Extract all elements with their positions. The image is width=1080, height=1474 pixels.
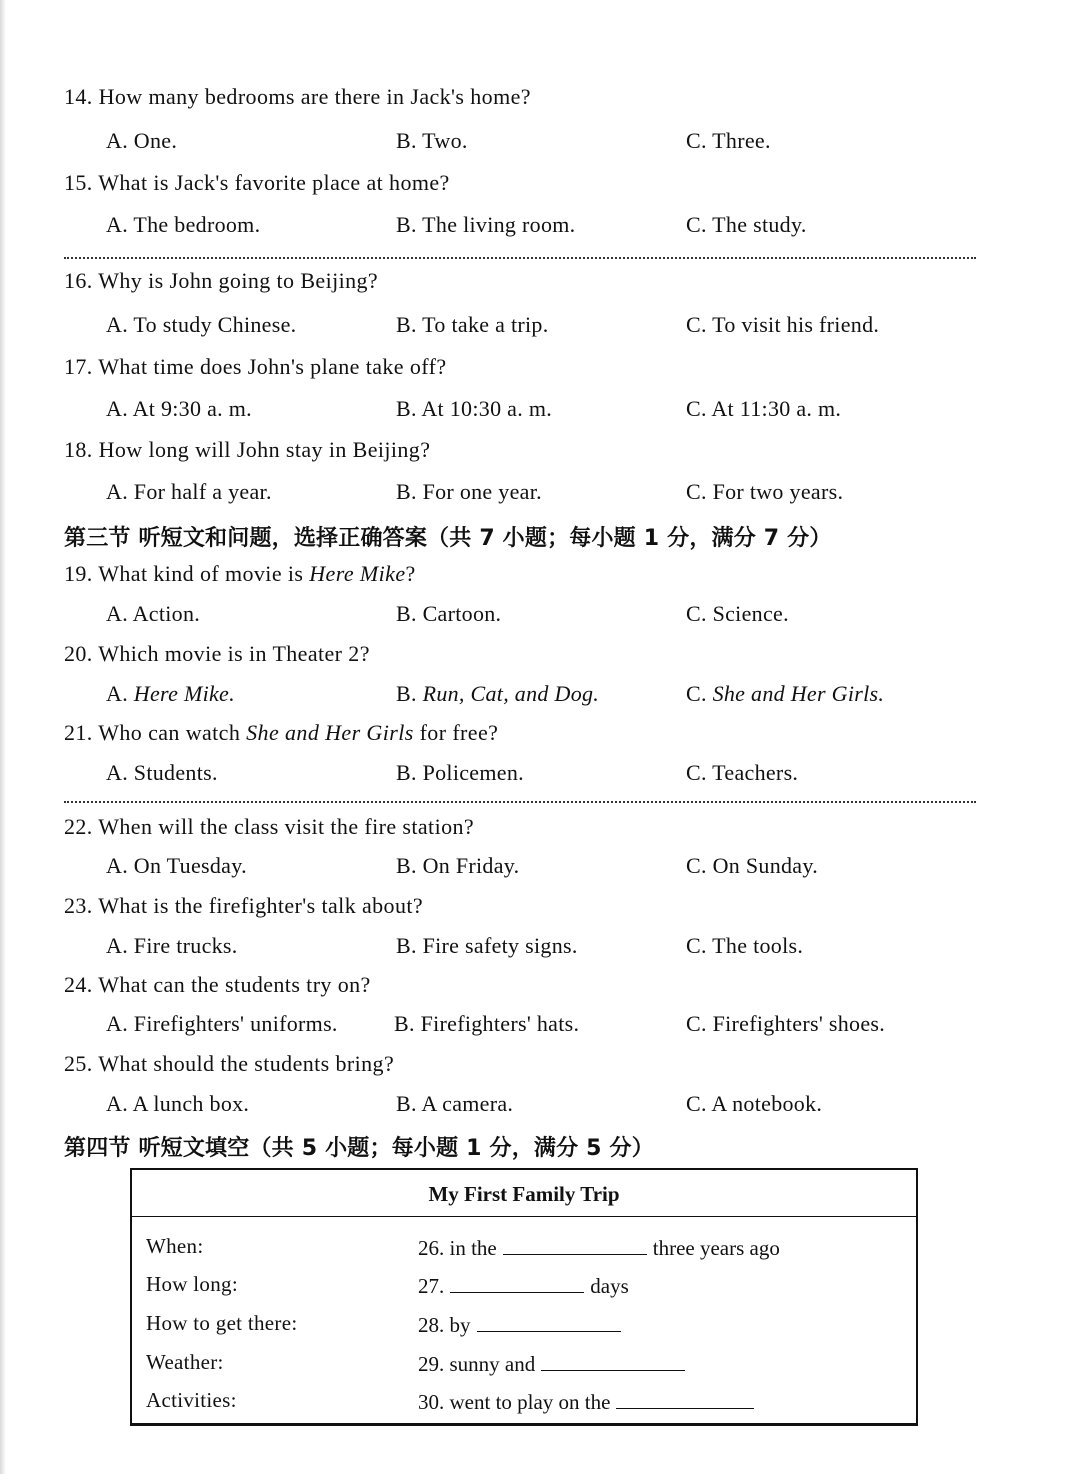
question-stem: What is Jack's favorite place at home? [98, 170, 450, 195]
table-title: My First Family Trip [428, 1182, 620, 1206]
option-b[interactable]: B. A camera. [396, 1091, 514, 1116]
question-18-options [0, 479, 1080, 509]
option-b[interactable]: B. Fire safety signs. [396, 933, 578, 958]
option-letter: B. [396, 681, 423, 706]
option-c[interactable]: C. To visit his friend. [686, 312, 880, 337]
question-14-options [0, 128, 1080, 158]
question-number: 25. [64, 1051, 93, 1076]
question-number: 23. [64, 893, 93, 918]
question-21 [64, 720, 498, 746]
question-22-options [0, 853, 1080, 883]
question-stem: Why is John going to Beijing? [98, 268, 379, 293]
movie-title: She and Her Girls [246, 720, 414, 745]
option-a[interactable]: A. At 9:30 a. m. [106, 396, 252, 421]
option-letter: C. [686, 681, 713, 706]
question-24-options [0, 1011, 1080, 1041]
question-23 [64, 893, 423, 919]
row-fill-30 [418, 1386, 760, 1415]
question-23-options [0, 933, 1080, 963]
question-stem-post: for free? [413, 720, 499, 745]
option-b[interactable]: B. Firefighters' hats. [394, 1011, 580, 1036]
answer-blank-26[interactable] [503, 1232, 647, 1255]
option-c[interactable]: C. A notebook. [686, 1091, 823, 1116]
question-stem: What is the firefighter's talk about? [98, 893, 424, 918]
option-a[interactable]: A. A lunch box. [106, 1091, 250, 1116]
movie-title: Here Mike. [133, 681, 235, 706]
option-b[interactable]: B. Policemen. [396, 760, 524, 785]
dotted-divider [64, 257, 976, 259]
question-stem: What time does John's plane take off? [98, 354, 447, 379]
question-19-options [0, 601, 1080, 631]
option-a[interactable]: A. On Tuesday. [106, 853, 247, 878]
row-label-weather: Weather: [146, 1350, 224, 1374]
question-number: 14. [64, 84, 93, 109]
option-b[interactable]: B. Two. [396, 128, 468, 153]
question-number: 24. [64, 972, 93, 997]
question-stem-pre: Who can watch [98, 720, 247, 745]
question-18 [64, 437, 430, 463]
option-c[interactable]: C. At 11:30 a. m. [686, 396, 842, 421]
fill-prefix: 30. went to play on the [418, 1390, 611, 1414]
option-b[interactable]: B. On Friday. [396, 853, 520, 878]
option-a[interactable]: A. For half a year. [106, 479, 272, 504]
option-a[interactable]: A. To study Chinese. [106, 312, 297, 337]
option-c[interactable]: C. The tools. [686, 933, 804, 958]
option-c[interactable]: C. The study. [686, 212, 807, 237]
question-number: 22. [64, 814, 93, 839]
option-b[interactable]: B. The living room. [396, 212, 576, 237]
option-c[interactable]: C. For two years. [686, 479, 844, 504]
option-a[interactable]: A. One. [106, 128, 178, 153]
option-b[interactable] [396, 681, 599, 707]
answer-blank-28[interactable] [477, 1309, 621, 1332]
option-a[interactable]: A. Firefighters' uniforms. [106, 1011, 338, 1036]
fill-suffix: three years ago [652, 1236, 780, 1260]
question-25-options [0, 1091, 1080, 1121]
fill-prefix: 27. [418, 1274, 445, 1298]
question-number: 17. [64, 354, 93, 379]
row-label-activities: Activities: [146, 1388, 237, 1412]
question-20-options [0, 681, 1080, 711]
option-a[interactable]: A. Fire trucks. [106, 933, 238, 958]
row-label-transport: How to get there: [146, 1311, 298, 1335]
question-number: 16. [64, 268, 93, 293]
answer-blank-27[interactable] [450, 1270, 584, 1293]
question-17 [64, 354, 446, 380]
option-a[interactable]: A. Students. [106, 760, 218, 785]
movie-title: Run, Cat, and Dog. [422, 681, 600, 706]
question-number: 15. [64, 170, 93, 195]
question-number: 19. [64, 561, 93, 586]
row-fill-29 [418, 1348, 691, 1377]
question-stem: Which movie is in Theater 2? [98, 641, 370, 666]
question-19 [64, 561, 416, 587]
question-25 [64, 1051, 394, 1077]
fill-prefix: 26. in the [418, 1236, 497, 1260]
row-label-how-long: How long: [146, 1272, 238, 1296]
question-21-options [0, 760, 1080, 790]
answer-blank-29[interactable] [541, 1348, 685, 1371]
section-4-heading: 第四节 听短文填空（共 5 小题；每小题 1 分，满分 5 分） [64, 1136, 654, 1161]
question-stem: How long will John stay in Beijing? [98, 437, 431, 462]
question-16-options [0, 312, 1080, 342]
option-b[interactable]: B. At 10:30 a. m. [396, 396, 553, 421]
question-number: 20. [64, 641, 93, 666]
option-a[interactable] [106, 681, 235, 707]
option-c[interactable]: C. On Sunday. [686, 853, 819, 878]
question-number: 21. [64, 720, 93, 745]
question-24 [64, 972, 371, 998]
option-c[interactable] [686, 681, 884, 707]
fill-prefix: 29. sunny and [418, 1352, 536, 1376]
option-a[interactable]: A. Action. [106, 601, 201, 626]
question-17-options [0, 396, 1080, 426]
question-stem-pre: What kind of movie is [98, 561, 310, 586]
option-c[interactable]: C. Teachers. [686, 760, 799, 785]
question-22 [64, 814, 474, 840]
question-15-options [0, 212, 1080, 242]
question-stem: What can the students try on? [98, 972, 371, 997]
trip-table [130, 1168, 918, 1426]
question-16 [64, 268, 378, 294]
option-c[interactable]: C. Science. [686, 601, 789, 626]
option-c[interactable]: C. Firefighters' shoes. [686, 1011, 886, 1036]
row-fill-26 [418, 1232, 780, 1261]
fill-suffix: days [590, 1274, 629, 1298]
option-letter: A. [106, 681, 134, 706]
fill-prefix: 28. by [418, 1313, 471, 1337]
section-3-heading: 第三节 听短文和问题，选择正确答案（共 7 小题；每小题 1 分，满分 7 分） [64, 526, 832, 551]
question-15 [64, 170, 450, 196]
movie-title: She and Her Girls. [712, 681, 885, 706]
question-14 [64, 84, 531, 110]
row-fill-27 [418, 1270, 629, 1299]
row-label-when: When: [146, 1234, 204, 1258]
question-stem-post: ? [405, 561, 416, 586]
question-number: 18. [64, 437, 93, 462]
table-header-rule [132, 1216, 916, 1217]
option-a[interactable]: A. The bedroom. [106, 212, 261, 237]
answer-blank-30[interactable] [616, 1386, 754, 1409]
option-b[interactable]: B. To take a trip. [396, 312, 549, 337]
question-stem: What should the students bring? [98, 1051, 395, 1076]
option-c[interactable]: C. Three. [686, 128, 771, 153]
movie-title: Here Mike [309, 561, 406, 586]
row-fill-28 [418, 1309, 627, 1338]
option-b[interactable]: B. For one year. [396, 479, 542, 504]
question-stem: When will the class visit the fire station? [98, 814, 475, 839]
question-stem: How many bedrooms are there in Jack's home? [98, 84, 531, 109]
question-20 [64, 641, 370, 667]
option-b[interactable]: B. Cartoon. [396, 601, 502, 626]
dotted-divider [64, 801, 976, 803]
